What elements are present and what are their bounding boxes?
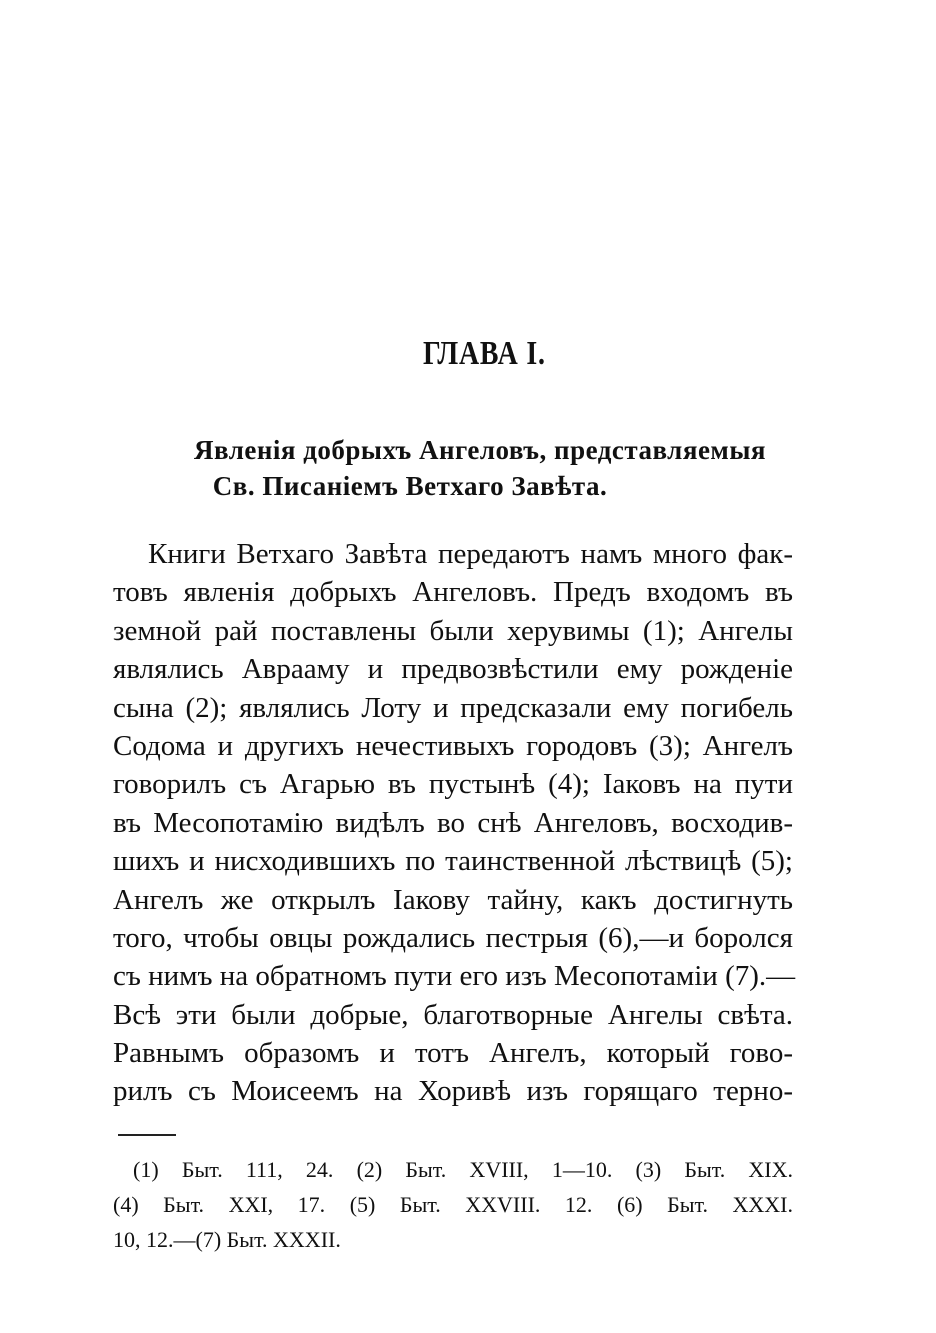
text-line: рилъ съ Моисеемъ на Хоривѣ изъ горящаго терно- <box>113 1075 793 1108</box>
text-line: Всѣ эти были добрые, благотворные Ангелы свѣта. <box>113 998 793 1031</box>
text-line: говорилъ съ Агарью въ пустынѣ (4); Іаковъ на пути <box>113 768 793 801</box>
text-line: того, чтобы овцы рождались пестрыя (6),—и боролся <box>113 921 793 954</box>
footnote-line: 10, 12.—(7) Быт. XXXII. <box>113 1227 341 1252</box>
chapter-title: ГЛАВА I. <box>423 335 546 372</box>
footnote-divider <box>118 1134 176 1136</box>
text-line: являлись Аврааму и предвозвѣстили ему рожденіе <box>113 653 793 686</box>
text-line: Ангелъ же открылъ Іакову тайну, какъ достигнуть <box>113 883 793 916</box>
text-line: Книги Ветхаго Завѣта передаютъ намъ много фак- <box>148 538 793 570</box>
text-line: сына (2); являлись Лоту и предсказали ему погибель <box>113 691 793 724</box>
text-line: Равнымъ образомъ и тотъ Ангелъ, который гово- <box>113 1037 793 1070</box>
footnote-line: (4) Быт. XXI, 17. (5) Быт. XXVIII. 12. (6) Быт. XXXI. <box>113 1192 793 1217</box>
text-line: земной рай поставлены были херувимы (1); Ангелы <box>113 614 793 647</box>
text-line: товъ явленія добрыхъ Ангеловъ. Предъ входомъ въ <box>113 576 793 609</box>
subtitle-line: Явленія добрыхъ Ангеловъ, представляемыя <box>193 435 767 465</box>
subtitle-line: Св. Писаніемъ Ветхаго Завѣта. <box>212 471 608 501</box>
text-line: шихъ и нисходившихъ по таинственной лѣствицѣ (5); <box>113 845 793 878</box>
body-paragraph <box>113 535 796 1111</box>
chapter-subtitle <box>130 432 830 504</box>
text-line: Содома и другихъ нечестивыхъ городовъ (3); Ангелъ <box>113 729 793 762</box>
text-line: въ Месопотамію видѣлъ во снѣ Ангеловъ, восходив- <box>113 806 793 839</box>
footnote-line: (1) Быт. 111, 24. (2) Быт. XVIII, 1—10. (3) Быт. XIX. <box>133 1157 793 1182</box>
footnotes <box>113 1152 793 1257</box>
text-line: съ нимъ на обратномъ пути его изъ Месопотаміи (7).— <box>113 960 796 993</box>
